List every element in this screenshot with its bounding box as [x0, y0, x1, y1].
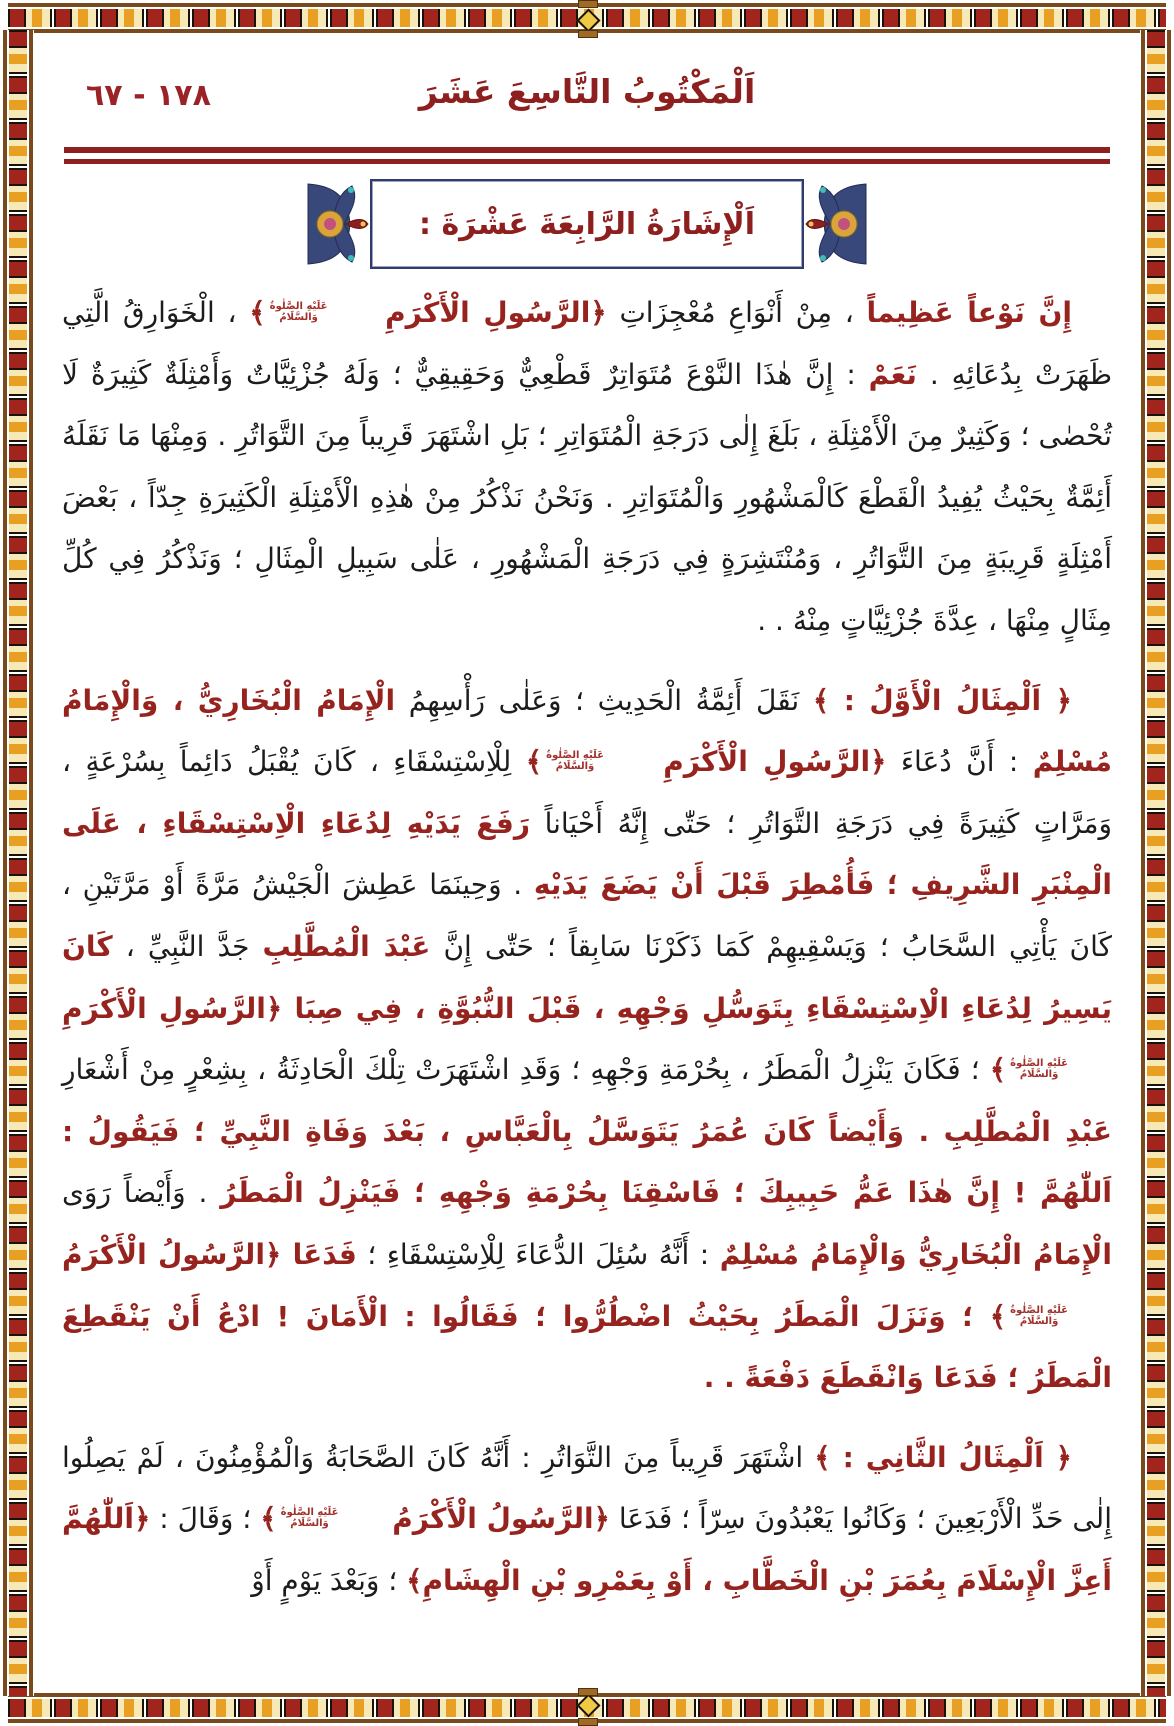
body-text-segment: ، مِنْ أَنْوَاعِ مُعْجِزَاتِ	[606, 296, 867, 329]
page-number: ١٧٨ - ٦٧	[86, 78, 211, 113]
emphasis-red-text: رَفَعَ يَدَيْهِ لِدُعَاءِ الْاِسْتِسْقَاءِ ، عَلَى الْمِنْبَرِ الشَّرِيفِ ؛ فَأُمْطِرَ قَبْلَ أَنْ يَضَعَ يَدَيْهِ	[62, 806, 1113, 902]
page-border-top	[8, 2, 1166, 34]
emphasis-red-text: عَبْدِ الْمُطَّلِبِ . وَأَيْضاً كَانَ عُمَرُ يَتَوَسَّلُ بِالْعَبَّاسِ ، بَعْدَ وَفَاةِ النَّبِيِّ ؛ فَيَقُولُ : اَللّٰهُمَّ ! إِنَّ هٰذَا عَمُّ حَبِيبِكَ ؛ فَاسْقِنَا بِحُرْمَةِ وَجْهِهِ ؛ فَيَنْزِلُ الْمَطَرُ	[62, 1114, 1112, 1210]
emphasis-red-text: ﴿الرَّسُولُ الْأَكْرَمُ	[382, 1502, 610, 1536]
emphasis-red-text: ﴿اَللّٰهُمَّ أَعِزَّ الْإِسْلَامَ بِعُمَرَ بْنِ الْخَطَّابِ ، أَوْ بِعَمْرِو بْنِ الْهِشَامِ﴾	[62, 1502, 1112, 1597]
floral-ornament-icon	[804, 178, 868, 270]
emphasis-red-text: ﴿الرَّسُولِ الْأَكْرَمِ	[647, 745, 887, 779]
body-text-segment: : أَنَّهُ سُئِلَ الدُّعَاءَ لِلْاِسْتِسْقَاءِ ؛	[356, 1237, 720, 1271]
salawat-calligraphy-mark: عَلَيْهِ الصَّلٰوةُ وَالسَّلَامُ	[280, 1507, 339, 1530]
section-heading-row	[0, 176, 1174, 272]
chapter-title: اَلْمَكْتُوبُ التَّاسِعَ عَشَرَ	[418, 72, 756, 111]
body-text-segment: لِلْاِسْتِسْقَاءِ ، كَانَ يُقْبَلُ دَائِماً بِسُرْعَةٍ ، وَمَرَّاتٍ كَثِيرَةً فِي دَرَجَةِ التَّوَاتُرِ ؛ حَتّٰى إِنَّهُ أَحْيَاناً	[62, 745, 1112, 840]
paragraph-first-example	[62, 670, 1112, 1409]
page-border-right	[1140, 30, 1172, 1696]
emphasis-red-text: ﴾	[260, 1502, 277, 1536]
body-text-segment: . وَحِينَمَا عَطِشَ الْجَيْشُ مَرَّةً أَوْ مَرَّتَيْنِ ، كَانَ يَأْتِي السَّحَابُ ؛ وَيَسْقِيهِمْ كَمَا ذَكَرْنَا سَابِقاً ؛ حَتّٰى إِنَّ	[62, 868, 1112, 963]
emphasis-red-text: ﴾ ؛ وَنَزَلَ الْمَطَرُ بِحَيْثُ اضْطُرُّوا ؛ فَقَالُوا : الْأَمَانَ ! ادْعُ أَنْ يَنْقَطِعَ الْمَطَرُ ؛ فَدَعَا وَانْقَطَعَ دَفْعَةً . .	[62, 1299, 1112, 1395]
emphasis-red-text: الْإِمَامُ الْبُخَارِيُّ ، وَالْإِمَامُ مُسْلِمٌ	[62, 683, 1112, 779]
emphasis-red-text: ﴿ اَلْمِثَالُ الْأَوَّلُ : ﴾	[812, 683, 1072, 717]
page-border-bottom	[8, 1692, 1166, 1724]
salawat-calligraphy-mark: عَلَيْهِ الصَّلٰوةُ وَالسَّلَامُ	[546, 750, 604, 773]
body-text-segment: : أَنَّ دُعَاءَ	[886, 745, 1033, 779]
body-text	[62, 282, 1112, 1629]
body-text-segment: . وَأَيْضاً رَوَى	[62, 1176, 221, 1210]
section-title-box	[370, 179, 804, 269]
body-text-segment: ؛ فَكَانَ يَنْزِلُ الْمَطَرُ ، بِحُرْمَةِ وَجْهِهِ ؛ وَقَدِ اشْتَهَرَتْ تِلْكَ الْحَادِثَةُ ، بِشِعْرٍ مِنْ أَشْعَارِ	[62, 1053, 990, 1087]
emphasis-red-text: ﴿الرَّسُولِ الْأَكْرَمِ	[371, 296, 607, 329]
emphasis-red-text: ﴾	[989, 1053, 1007, 1087]
body-text-segment: ، الْخَوَارِقُ الَّتِي ظَهَرَتْ بِدُعَائِهِ .	[62, 296, 1113, 391]
paragraph-second-example	[62, 1427, 1112, 1612]
emphasis-red-text: كَانَ يَسِيرُ لِدُعَاءِ الْاِسْتِسْقَاءِ بِتَوَسُّلِ وَجْهِهِ ، قَبْلَ النُّبُوَّةِ ، فِي صِبَا ﴿الرَّسُولِ الْأَكْرَمِ	[62, 929, 1112, 1025]
salawat-calligraphy-mark: عَلَيْهِ الصَّلٰوةُ وَالسَّلَامُ	[269, 301, 328, 323]
emphasis-red-text: إِنَّ نَوْعاً عَظِيماً	[866, 296, 1072, 329]
section-title: اَلْإِشَارَةُ الرَّابِعَةَ عَشْرَةَ :	[419, 206, 755, 242]
page-border-left	[2, 30, 34, 1696]
floral-ornament-icon	[306, 178, 370, 270]
emphasis-red-text: ﴾	[249, 296, 266, 329]
emphasis-red-text: الْإِمَامُ الْبُخَارِيُّ وَالْإِمَامُ مُسْلِمٌ	[719, 1237, 1112, 1271]
emphasis-red-text: ﴿ اَلْمِثَالُ الثَّانِي : ﴾	[814, 1440, 1072, 1474]
body-text-segment: ؛ وَبَعْدَ يَوْمٍ أَوْ	[251, 1563, 407, 1597]
paragraph-intro	[62, 282, 1112, 652]
body-text-segment: نَقَلَ أَئِمَّةُ الْحَدِيثِ ؛ وَعَلٰى رَأْسِهِمُ	[395, 683, 813, 717]
body-text-segment: جَدَّ النَّبِيِّ ،	[112, 929, 263, 963]
emphasis-red-text: عَبْدَ الْمُطَّلِبِ	[262, 929, 431, 963]
emphasis-red-text: نَعَمْ	[868, 357, 917, 391]
header-divider-rule	[64, 147, 1110, 164]
body-text-segment: ؛ وَقَالَ :	[150, 1502, 261, 1536]
body-text-segment: : إِنَّ هٰذَا النَّوْعَ مُتَوَاتِرٌ قَطْعِيٌّ وَحَقِيقِيٌّ ؛ وَلَهُ جُزْئِيَّاتٌ وَأَمْثِلَةٌ كَثِيرَةٌ لَا تُحْصٰى ؛ وَكَثِيرٌ مِنَ الْأَمْثِلَةِ ، بَلَغَ إِلٰى دَرَجَةِ الْمُتَوَاتِرِ ؛ بَلِ اشْتَهَرَ قَرِيباً مِنَ التَّوَاتُرِ . وَمِنْهَا مَا نَقَلَهُ أَئِمَّةٌ بِحَيْثُ يُفِيدُ الْقَطْعَ كَالْمَشْهُورِ وَالْمُتَوَاتِرِ . وَنَحْنُ نَذْكُرُ مِنْ هٰذِهِ الْأَمْثِلَةِ الْكَثِيرَةِ جِدّاً ، بَعْضَ أَمْثِلَةٍ قَرِيبَةٍ مِنَ التَّوَاتُرِ ، وَمُنْتَشِرَةٍ فِي دَرَجَةِ الْمَشْهُورِ ، عَلٰى سَبِيلِ الْمِثَالِ ؛ وَنَذْكُرُ فِي كُلِّ مِثَالٍ مِنْهَا ، عِدَّةَ جُزْئِيَّاتٍ مِنْهُ . .	[62, 357, 1112, 637]
salawat-calligraphy-mark: عَلَيْهِ الصَّلٰوةُ وَالسَّلَامُ	[1010, 1058, 1068, 1081]
salawat-calligraphy-mark: عَلَيْهِ الصَّلٰوةُ وَالسَّلَامُ	[1010, 1304, 1068, 1327]
emphasis-red-text: ﴾	[525, 745, 543, 779]
body-text-segment: اشْتَهَرَ قَرِيباً مِنَ التَّوَاتُرِ : أَنَّهُ كَانَ الصَّحَابَةُ وَالْمُؤْمِنُونَ ، لَمْ يَصِلُوا إِلٰى حَدِّ الْأَرْبَعِينَ ؛ وَكَانُوا يَعْبُدُونَ سِرّاً ؛ فَدَعَا	[62, 1440, 1112, 1536]
emphasis-red-text: فَدَعَا ﴿الرَّسُولُ الْأَكْرَمُ	[62, 1237, 357, 1271]
